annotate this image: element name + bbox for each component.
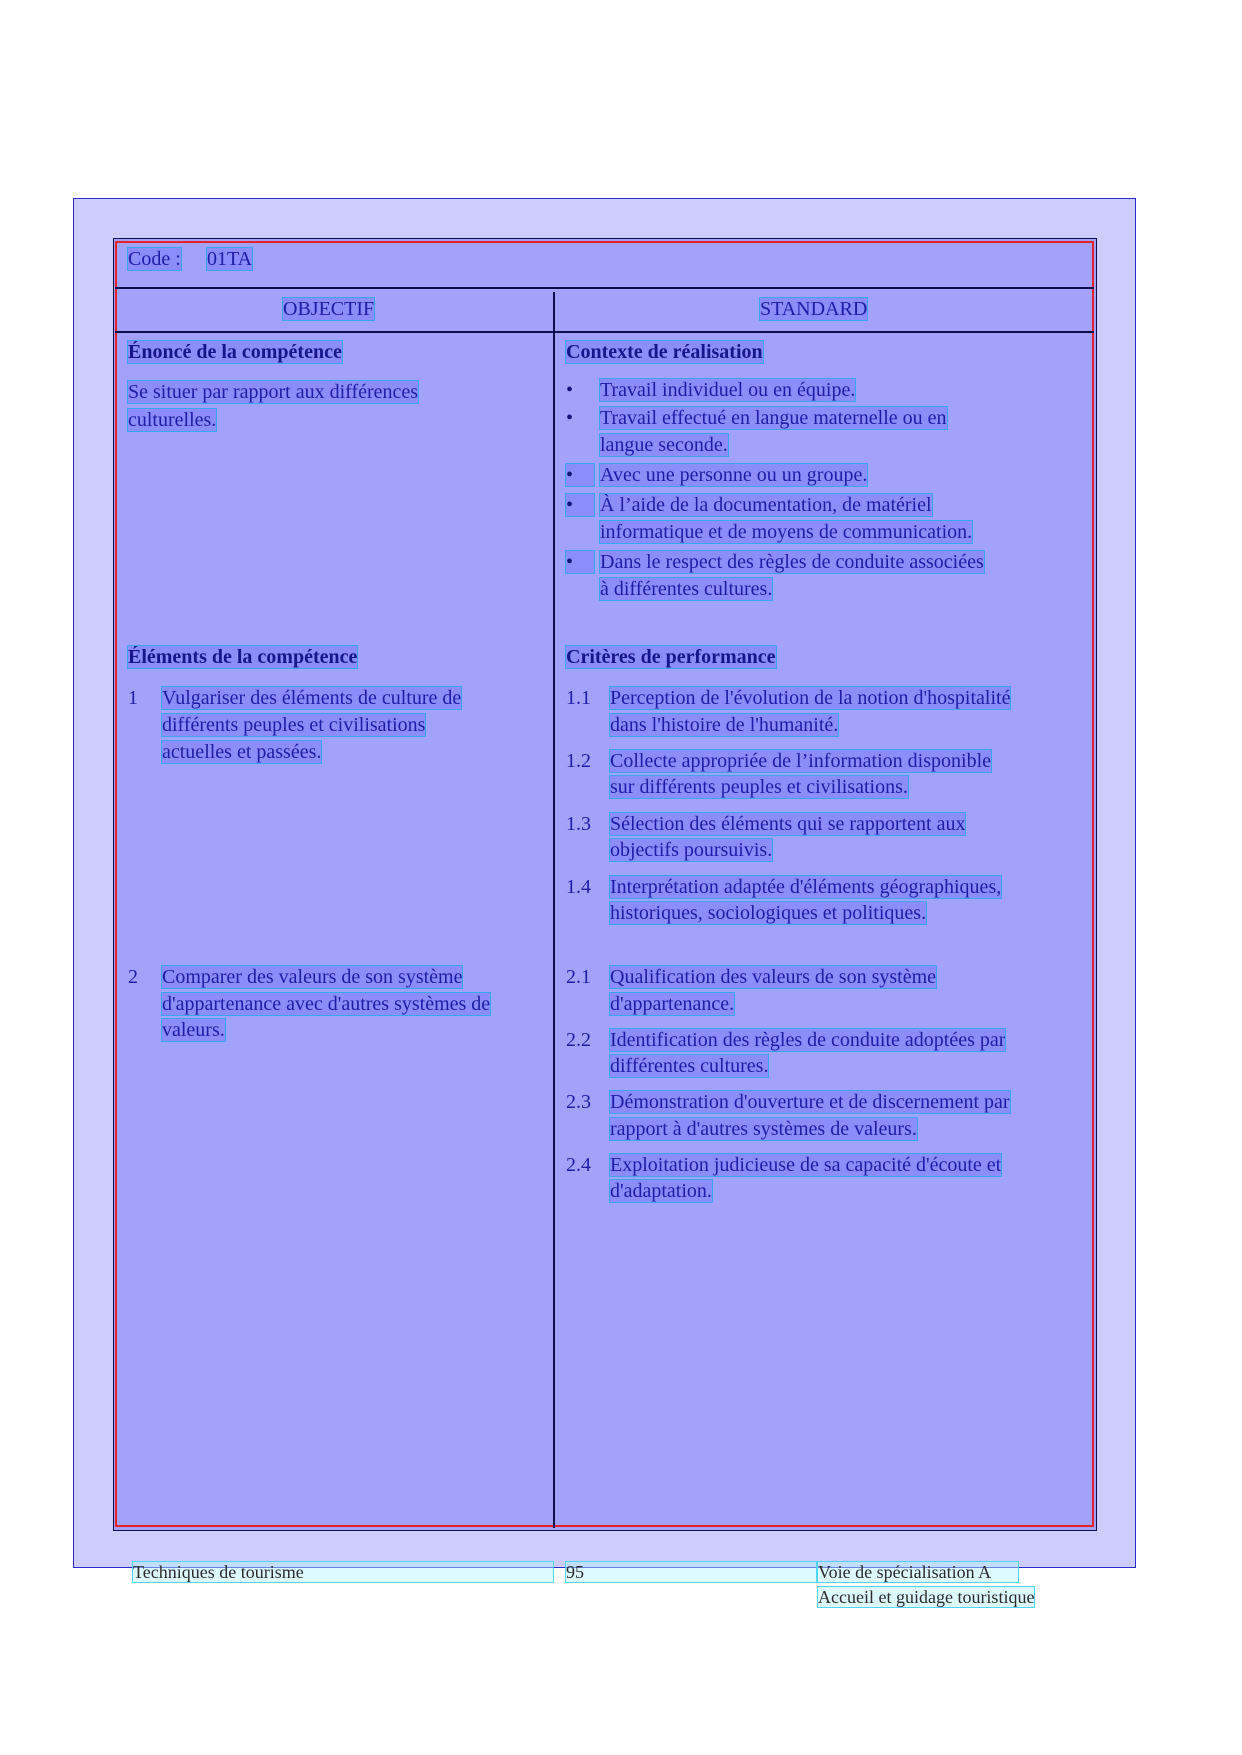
- critere-line: sur différents peuples et civilisations.: [610, 776, 908, 798]
- element-line: actuelles et passées.: [162, 741, 322, 763]
- contexte-line: à différentes cultures.: [600, 578, 773, 600]
- contexte-line: À l’aide de la documentation, de matériel: [600, 494, 932, 516]
- critere-number: 2.4: [566, 1154, 591, 1176]
- element-number: 2: [128, 966, 138, 988]
- critere-line: Sélection des éléments qui se rapportent aux: [610, 813, 966, 835]
- footer-specialisation-name: Accueil et guidage touristique: [818, 1587, 1035, 1607]
- header-top-rule: [115, 287, 1094, 289]
- element-line: Comparer des valeurs de son système: [162, 966, 463, 988]
- bullet-icon: •: [566, 464, 594, 486]
- criteres-title: Critères de performance: [566, 646, 776, 668]
- element-line: valeurs.: [162, 1019, 225, 1041]
- code-value: 01TA: [207, 248, 253, 270]
- contexte-line: langue seconde.: [600, 434, 728, 456]
- contexte-title: Contexte de réalisation: [566, 341, 763, 363]
- critere-line: historiques, sociologiques et politiques.: [610, 902, 927, 924]
- critere-line: différentes cultures.: [610, 1055, 769, 1077]
- header-bottom-rule: [115, 331, 1094, 333]
- code-label: Code :: [128, 248, 181, 270]
- critere-line: rapport à d'autres systèmes de valeurs.: [610, 1118, 917, 1140]
- footer-program: Techniques de tourisme: [133, 1562, 553, 1582]
- critere-number: 1.3: [566, 813, 591, 835]
- critere-number: 2.3: [566, 1091, 591, 1113]
- critere-line: Collecte appropriée de l’information disponible: [610, 750, 991, 772]
- element-line: d'appartenance avec d'autres systèmes de: [162, 993, 491, 1015]
- critere-number: 1.2: [566, 750, 591, 772]
- critere-number: 2.2: [566, 1029, 591, 1051]
- enonce-title: Énoncé de la compétence: [128, 341, 342, 363]
- contexte-line: Travail effectué en langue maternelle ou en: [600, 407, 947, 429]
- element-line: différents peuples et civilisations: [162, 714, 426, 736]
- critere-line: d'appartenance.: [610, 993, 735, 1015]
- standard-header: STANDARD: [760, 298, 868, 320]
- critere-number: 1.1: [566, 687, 591, 709]
- critere-line: d'adaptation.: [610, 1180, 712, 1202]
- contexte-line: Avec une personne ou un groupe.: [600, 464, 868, 486]
- enonce-line-2: culturelles.: [128, 409, 217, 431]
- critere-line: dans l'histoire de l'humanité.: [610, 714, 839, 736]
- critere-line: Qualification des valeurs de son système: [610, 966, 937, 988]
- bullet-icon: •: [566, 379, 574, 401]
- contexte-line: informatique et de moyens de communication.: [600, 521, 973, 543]
- contexte-line: Travail individuel ou en équipe.: [600, 379, 856, 401]
- elements-title: Éléments de la compétence: [128, 646, 358, 668]
- bullet-icon: •: [566, 551, 594, 573]
- critere-number: 1.4: [566, 876, 591, 898]
- critere-line: objectifs poursuivis.: [610, 839, 773, 861]
- objectif-header: OBJECTIF: [283, 298, 375, 320]
- critere-line: Identification des règles de conduite adoptées par: [610, 1029, 1006, 1051]
- footer-page-number: 95: [566, 1562, 816, 1582]
- column-divider: [553, 292, 555, 1528]
- footer-specialisation: Voie de spécialisation A: [818, 1562, 1018, 1582]
- critere-line: Perception de l'évolution de la notion d'hospitalité: [610, 687, 1011, 709]
- contexte-line: Dans le respect des règles de conduite associées: [600, 551, 984, 573]
- element-line: Vulgariser des éléments de culture de: [162, 687, 462, 709]
- critere-line: Exploitation judicieuse de sa capacité d'écoute et: [610, 1154, 1002, 1176]
- critere-line: Démonstration d'ouverture et de discernement par: [610, 1091, 1010, 1113]
- critere-line: Interprétation adaptée d'éléments géographiques,: [610, 876, 1002, 898]
- bullet-icon: •: [566, 494, 594, 516]
- critere-number: 2.1: [566, 966, 591, 988]
- enonce-line-1: Se situer par rapport aux différences: [128, 381, 419, 403]
- bullet-icon: •: [566, 407, 574, 429]
- element-number: 1: [128, 687, 138, 709]
